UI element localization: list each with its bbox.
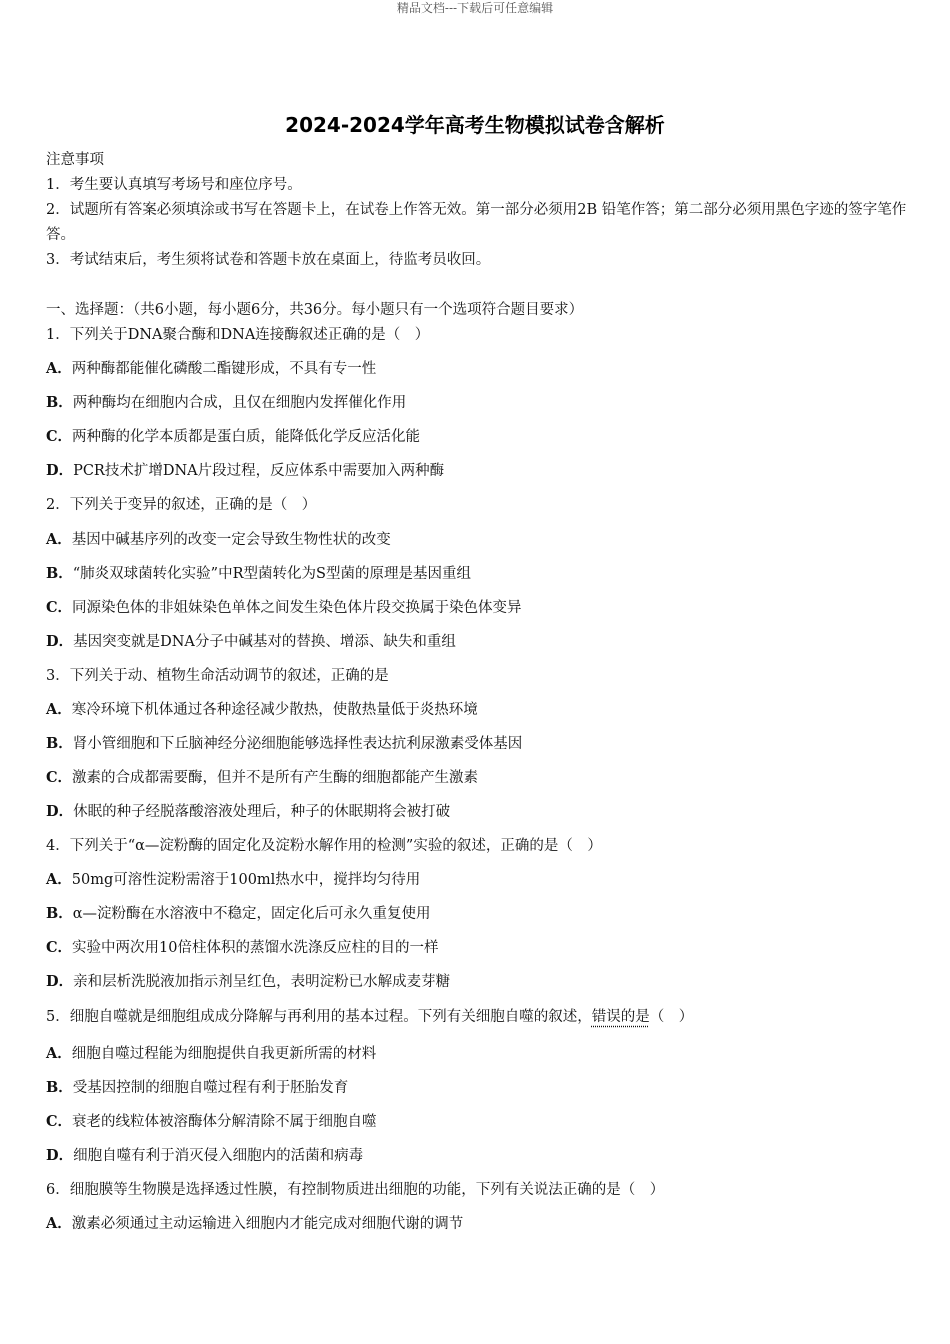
question-4-option-a [46,869,908,891]
question-3-option-a [46,699,908,721]
option-text: 休眠的种子经脱落酸溶液处理后，种子的休眠期将会被打破 [73,804,451,820]
option-label: B． [46,394,73,411]
stem-text: 5．细胞自噬就是细胞组成成分降解与再利用的基本过程。下列有关细胞自噬的叙述， [46,1009,592,1025]
option-label: C． [46,599,73,616]
option-text: 两种酶都能催化磷酸二酯键形成，不具有专一性 [71,361,377,377]
option-text: 基因突变就是DNA分子中碱基对的替换、增添、缺失和重组 [73,634,456,650]
question-4-option-d [46,971,908,993]
option-text: 肾小管细胞和下丘脑神经分泌细胞能够选择性表达抗利尿激素受体基因 [72,736,523,752]
option-label: A． [46,701,72,718]
question-4-option-b [46,903,908,925]
question-2-stem: 2．下列关于变异的叙述，正确的是（ ） [46,497,317,513]
document-title: 2024-2024学年高考生物模拟试卷含解析 [285,113,665,137]
stem-bracket: （ ） [649,1009,694,1025]
header-watermark: 精品文档---下载后可任意编辑 [396,1,554,15]
section-heading: 一、选择题：（共6小题，每小题6分，共36分。每小题只有一个选项符合题目要求） [46,302,584,318]
option-text: 两种酶均在细胞内合成，且仅在细胞内发挥催化作用 [72,395,407,411]
option-label: B． [46,735,73,752]
option-label: B． [46,565,73,582]
option-label: A． [46,360,72,377]
option-text: 同源染色体的非姐妹染色单体之间发生染色体片段交换属于染色体变异 [72,600,522,616]
question-1-option-a [46,358,908,380]
option-label: C． [46,1113,73,1130]
option-text: 细胞自噬过程能为细胞提供自我更新所需的材料 [71,1046,377,1062]
question-3-option-b [46,733,908,755]
option-label: A． [46,1215,72,1232]
question-3-stem: 3．下列关于动、植物生命活动调节的叙述，正确的是 [46,668,389,684]
option-label: C． [46,769,73,786]
question-3-option-d [46,801,908,823]
question-3-option-c [46,767,908,789]
option-text: 实验中两次用10倍柱体积的蒸馏水洗涤反应柱的目的一样 [72,940,439,956]
question-4-option-c [46,937,908,959]
question-5-stem [46,1006,908,1028]
notice-item-1: 1．考生要认真填写考场号和座位序号。 [46,177,302,193]
option-label: D． [46,803,74,820]
option-text: 寒冷环境下机体通过各种途径减少散热，使散热量低于炎热环境 [71,702,478,718]
option-text: 激素必须通过主动运输进入细胞内才能完成对细胞代谢的调节 [71,1216,464,1232]
option-text: “肺炎双球菌转化实验”中R型菌转化为S型菌的原理是基因重组 [72,566,471,582]
question-2-option-b [46,563,908,585]
option-text: 激素的合成都需要酶，但并不是所有产生酶的细胞都能产生激素 [72,770,479,786]
question-5-option-b [46,1077,908,1099]
notice-item-2: 2．试题所有答案必须填涂或书写在答题卡上，在试卷上作答无效。第一部分必须用2B 铅笔作答；第二部分必须用黑色字迹的签字笔作答。 [46,202,907,243]
option-text: 50mg可溶性淀粉需溶于100ml热水中，搅拌均匀待用 [71,872,421,888]
option-text: 受基因控制的细胞自噬过程有利于胚胎发育 [72,1080,349,1096]
question-1-option-d [46,460,908,482]
question-1-stem: 1．下列关于DNA聚合酶和DNA连接酶叙述正确的是（ ） [46,327,430,343]
question-6-stem: 6．细胞膜等生物膜是选择透过性膜，有控制物质进出细胞的功能，下列有关说法正确的是（ ） [46,1182,665,1198]
option-text: PCR技术扩增DNA片段过程，反应体系中需要加入两种酶 [73,463,445,479]
question-5-option-c [46,1111,908,1133]
notice-heading: 注意事项 [46,152,104,168]
question-1-option-b [46,392,908,414]
notice-item-3: 3．考试结束后，考生须将试卷和答题卡放在桌面上，待监考员收回。 [46,252,491,268]
option-label: D． [46,633,74,650]
option-text: 衰老的线粒体被溶酶体分解清除不属于细胞自噬 [72,1114,377,1130]
option-label: A． [46,871,72,888]
option-label: C． [46,428,73,445]
option-text: 细胞自噬有利于消灭侵入细胞内的活菌和病毒 [73,1148,364,1164]
question-5-option-a [46,1043,908,1065]
notice-block [46,148,908,273]
question-1-option-c [46,426,908,448]
option-label: D． [46,1147,74,1164]
option-label: B． [46,1079,73,1096]
option-text: α—淀粉酶在水溶液中不稳定，固定化后可永久重复使用 [72,906,431,922]
question-6-option-a [46,1213,908,1235]
option-label: B． [46,905,73,922]
option-label: D． [46,462,74,479]
option-text: 亲和层析洗脱液加指示剂呈红色，表明淀粉已水解成麦芽糖 [73,974,451,990]
question-2-option-a [46,529,908,551]
option-label: C． [46,939,73,956]
question-2-option-d [46,631,908,653]
option-text: 基因中碱基序列的改变一定会导致生物性状的改变 [71,532,391,548]
question-5-option-d [46,1145,908,1167]
option-label: A． [46,1045,72,1062]
stem-emphasis: 错误的是 [591,1009,650,1025]
option-label: A． [46,531,72,548]
question-2-option-c [46,597,908,619]
question-4-stem: 4．下列关于“α—淀粉酶的固定化及淀粉水解作用的检测”实验的叙述，正确的是（ ） [46,838,602,854]
option-label: D． [46,973,74,990]
option-text: 两种酶的化学本质都是蛋白质，能降低化学反应活化能 [72,429,421,445]
